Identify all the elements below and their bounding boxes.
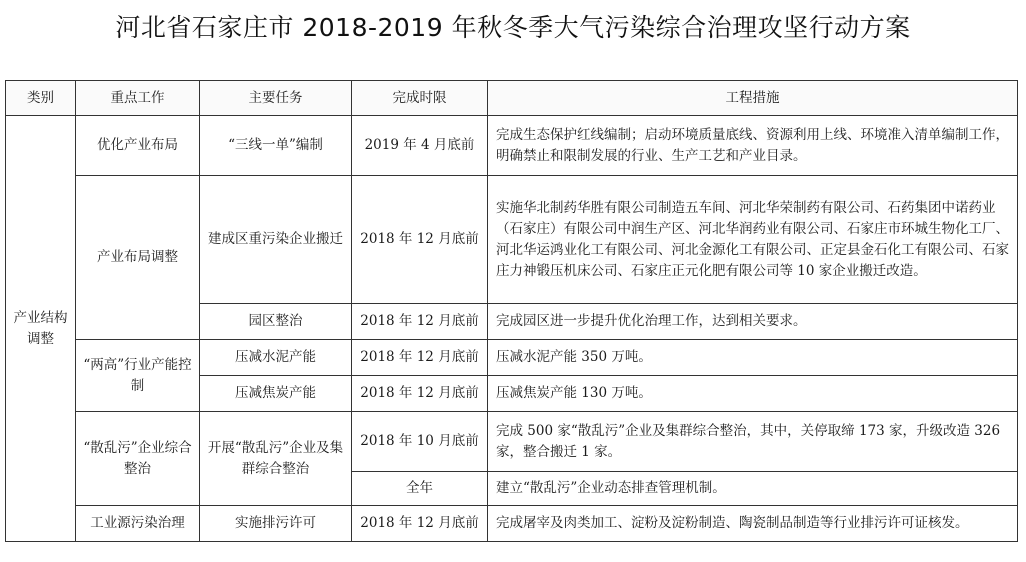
deadline-cell: 2018 年 12 月底前 [352,506,488,542]
measures-cell: 完成 500 家“散乱污”企业及集群综合整治，其中，关停取缔 173 家，升级改造 326 家，整合搬迁 1 家。 [488,412,1018,472]
header-key-work: 重点工作 [76,81,200,116]
header-measures: 工程措施 [488,81,1018,116]
measures-cell: 建立“散乱污”企业动态排查管理机制。 [488,472,1018,506]
header-main-task: 主要任务 [200,81,352,116]
deadline-cell: 2018 年 12 月底前 [352,304,488,340]
task-cell: 园区整治 [200,304,352,340]
measures-cell: 完成生态保护红线编制；启动环境质量底线、资源利用上线、环境准入清单编制工作，明确禁止和限制发展的行业、生产工艺和产业目录。 [488,116,1018,176]
key-work-cell: “两高”行业产能控制 [76,340,200,412]
deadline-cell: 2018 年 10 月底前 [352,412,488,472]
header-deadline: 完成时限 [352,81,488,116]
measures-cell: 完成屠宰及肉类加工、淀粉及淀粉制造、陶瓷制品制造等行业排污许可证核发。 [488,506,1018,542]
key-work-cell: 产业布局调整 [76,176,200,340]
key-work-cell: 优化产业布局 [76,116,200,176]
measures-cell: 完成园区进一步提升优化治理工作，达到相关要求。 [488,304,1018,340]
key-work-cell: “散乱污”企业综合整治 [76,412,200,506]
deadline-cell: 2018 年 12 月底前 [352,340,488,376]
measures-cell: 实施华北制药华胜有限公司制造五车间、河北华荣制药有限公司、石药集团中诺药业（石家庄）有限公司中润生产区、河北华润药业有限公司、石家庄市环城生物化工厂、河北华运鸿业化工有限公司、河北金源化工有限公司、正定县金石化工有限公司、石家庄力神锻压机床公司、石家庄正元化肥有限公司等 10 家企业搬迁改造。 [488,176,1018,304]
task-cell: “三线一单”编制 [200,116,352,176]
table-row [6,506,1018,542]
header-category: 类别 [6,81,76,116]
deadline-cell: 2018 年 12 月底前 [352,176,488,304]
table-row [6,176,1018,304]
table-row [6,116,1018,176]
measures-cell: 压减焦炭产能 130 万吨。 [488,376,1018,412]
task-cell: 压减焦炭产能 [200,376,352,412]
category-cell: 产业结构调整 [6,116,76,542]
deadline-cell: 全年 [352,472,488,506]
measures-cell: 压减水泥产能 350 万吨。 [488,340,1018,376]
table-row [6,412,1018,472]
document-title: 河北省石家庄市 2018-2019 年秋冬季大气污染综合治理攻坚行动方案 [115,13,911,42]
task-cell: 压减水泥产能 [200,340,352,376]
task-cell: 实施排污许可 [200,506,352,542]
deadline-cell: 2019 年 4 月底前 [352,116,488,176]
measures-table [5,80,1018,542]
task-cell: 建成区重污染企业搬迁 [200,176,352,304]
table-header-row [6,81,1018,116]
table-row [6,340,1018,376]
task-cell: 开展“散乱污”企业及集群综合整治 [200,412,352,506]
key-work-cell: 工业源污染治理 [76,506,200,542]
deadline-cell: 2018 年 12 月底前 [352,376,488,412]
